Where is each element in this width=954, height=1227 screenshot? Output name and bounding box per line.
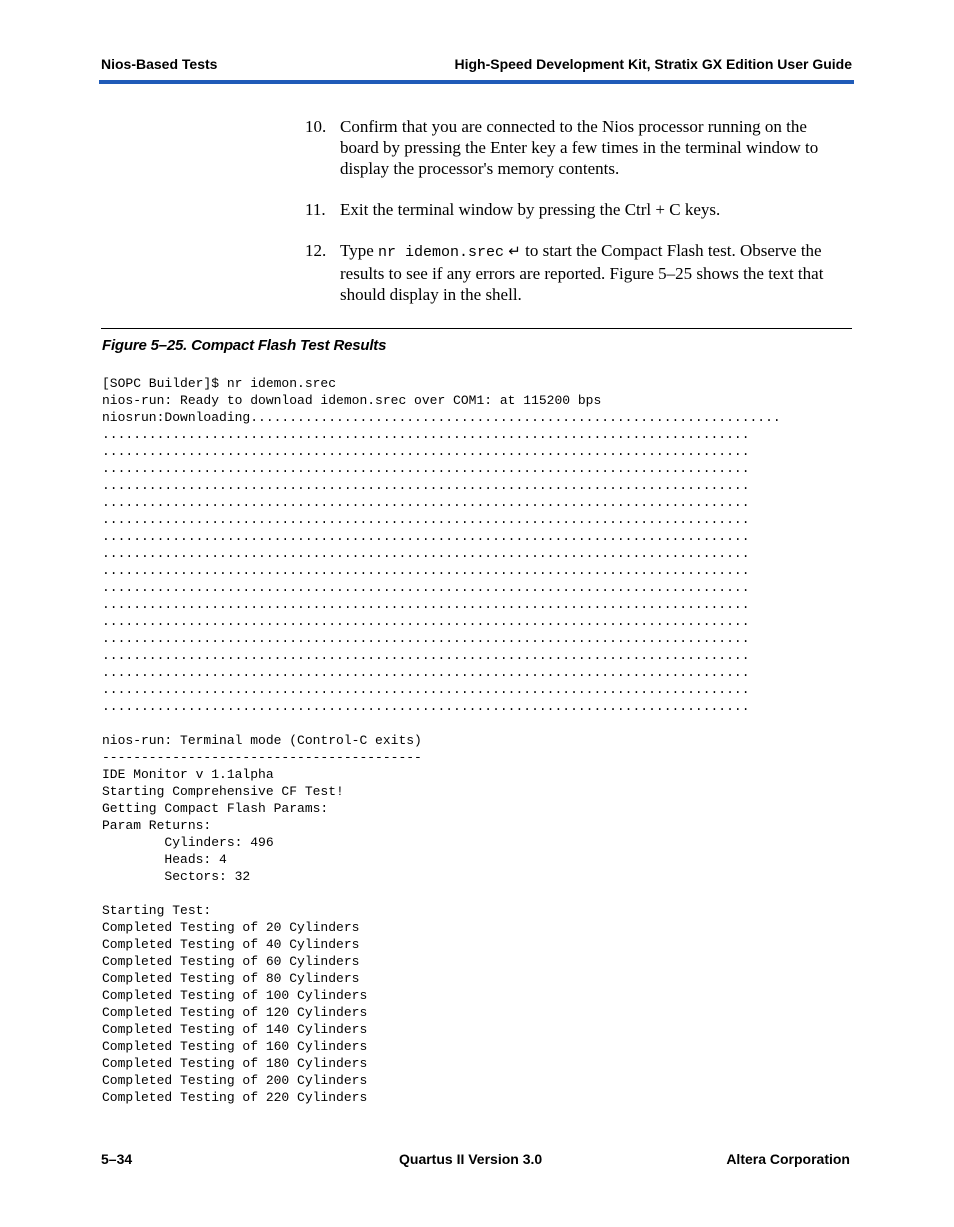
step-text: Exit the terminal window by pressing the Ctrl + C keys. <box>340 200 721 219</box>
terminal-line: Starting Test: <box>102 903 212 918</box>
step-11 <box>305 199 845 220</box>
terminal-line: ................................................................................... <box>102 546 750 561</box>
terminal-line: nios-run: Ready to download idemon.srec over COM1: at 115200 bps <box>102 393 602 408</box>
page-footer <box>101 1151 850 1171</box>
terminal-line: Completed Testing of 60 Cylinders <box>102 954 360 969</box>
terminal-line: ................................................................................... <box>102 478 750 493</box>
terminal-line: Completed Testing of 180 Cylinders <box>102 1056 368 1071</box>
instruction-steps <box>305 116 845 325</box>
terminal-line: ................................................................................... <box>102 563 750 578</box>
terminal-line: Starting Comprehensive CF Test! <box>102 784 344 799</box>
terminal-line: ................................................................................... <box>102 682 750 697</box>
terminal-line: ................................................................................... <box>102 529 750 544</box>
command-text: nr idemon.srec <box>378 244 505 261</box>
terminal-line: ................................................................................... <box>102 495 750 510</box>
header-document-title: High-Speed Development Kit, Stratix GX Edition User Guide <box>454 56 852 72</box>
step-text-suffix: to start the Compact Flash test. Observe the results to see if any errors are reported. Figure 5–25 shows the text that should display in the shell. <box>340 241 824 304</box>
page-header <box>101 56 852 76</box>
step-12 <box>305 240 845 305</box>
terminal-line: ................................................................................... <box>102 665 750 680</box>
terminal-line: Completed Testing of 120 Cylinders <box>102 1005 368 1020</box>
figure-rule <box>101 328 852 329</box>
terminal-line: Completed Testing of 40 Cylinders <box>102 937 360 952</box>
terminal-line: ................................................................................... <box>102 631 750 646</box>
step-text-prefix: Type <box>340 241 378 260</box>
terminal-line: [SOPC Builder]$ nr idemon.srec <box>102 376 337 391</box>
footer-company: Altera Corporation <box>726 1151 850 1167</box>
terminal-line: Completed Testing of 200 Cylinders <box>102 1073 368 1088</box>
terminal-line: ................................................................................... <box>102 648 750 663</box>
terminal-line: Getting Compact Flash Params: <box>102 801 329 816</box>
terminal-line: ................................................................................... <box>102 597 750 612</box>
terminal-line: ................................................................................... <box>102 580 750 595</box>
terminal-output <box>102 375 854 1106</box>
terminal-line: Param Returns: <box>102 818 212 833</box>
footer-version: Quartus II Version 3.0 <box>399 1151 543 1167</box>
step-number: 10. <box>305 117 327 136</box>
terminal-line: ................................................................................... <box>102 444 750 459</box>
terminal-line: Cylinders: 496 <box>102 835 274 850</box>
terminal-line: Completed Testing of 20 Cylinders <box>102 920 360 935</box>
enter-key-icon: ↵ <box>508 244 521 260</box>
step-text: Confirm that you are connected to the Nios processor running on the board by pressing the Enter key a few times in the terminal window to display the processor's memory contents. <box>340 117 819 178</box>
figure-caption: Figure 5–25. Compact Flash Test Results <box>102 337 387 354</box>
terminal-line: niosrun:Downloading.................................................................... <box>102 410 781 425</box>
header-rule <box>99 80 854 84</box>
terminal-line: Sectors: 32 <box>102 869 251 884</box>
step-number: 11. <box>305 200 326 219</box>
terminal-line: ................................................................................... <box>102 461 750 476</box>
terminal-line: Completed Testing of 80 Cylinders <box>102 971 360 986</box>
step-number: 12. <box>305 241 327 260</box>
terminal-line: nios-run: Terminal mode (Control-C exits) <box>102 733 422 748</box>
terminal-line: ................................................................................... <box>102 512 750 527</box>
page-number: 5–34 <box>101 1151 133 1167</box>
terminal-line: Completed Testing of 160 Cylinders <box>102 1039 368 1054</box>
terminal-line: ................................................................................... <box>102 699 750 714</box>
step-10 <box>305 116 845 179</box>
terminal-line: ................................................................................... <box>102 614 750 629</box>
terminal-line: Heads: 4 <box>102 852 227 867</box>
terminal-line: ................................................................................... <box>102 427 750 442</box>
terminal-line: IDE Monitor v 1.1alpha <box>102 767 274 782</box>
terminal-line: ----------------------------------------- <box>102 750 422 765</box>
terminal-line: Completed Testing of 100 Cylinders <box>102 988 368 1003</box>
header-section-title: Nios-Based Tests <box>101 56 218 72</box>
terminal-line: Completed Testing of 220 Cylinders <box>102 1090 368 1105</box>
terminal-line: Completed Testing of 140 Cylinders <box>102 1022 368 1037</box>
